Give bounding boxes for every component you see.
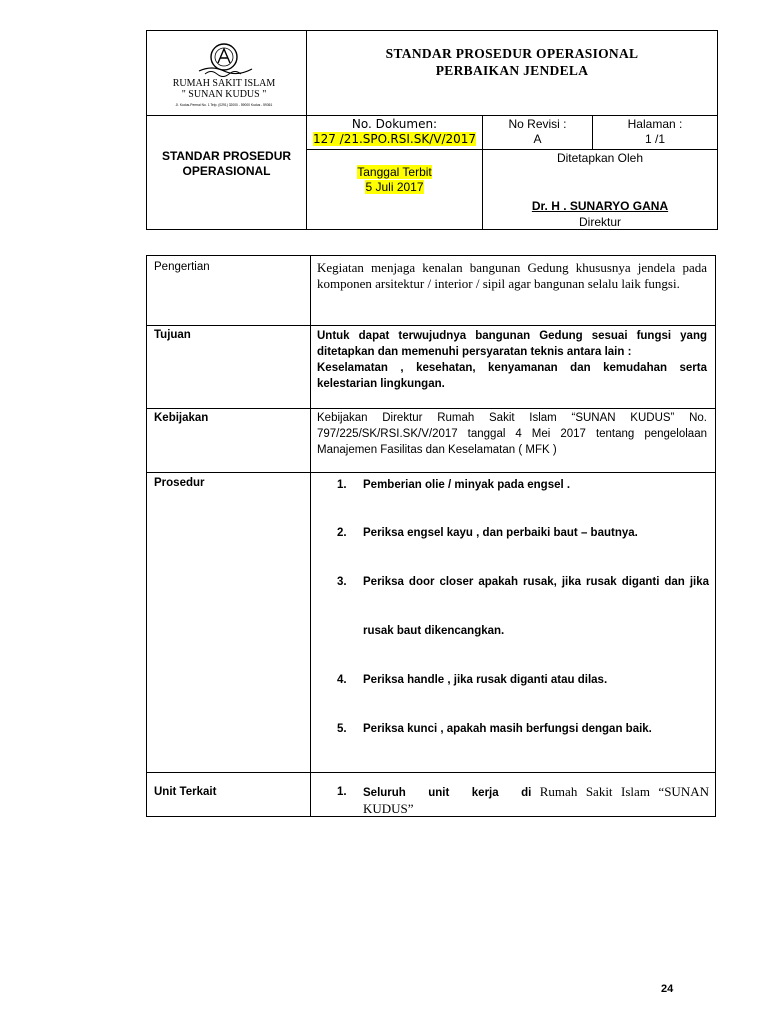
header-divider xyxy=(306,149,717,150)
svg-text:" SUNAN KUDUS ": " SUNAN KUDUS " xyxy=(181,89,267,100)
hospital-logo-icon xyxy=(157,41,292,111)
row-label-unit-terkait: Unit Terkait xyxy=(154,786,217,798)
page-value: 1 /1 xyxy=(644,132,665,146)
tujuan-text: Untuk dapat terwujudnya bangunan Gedung sesuai fungsi yang ditetapkan dan memenuhi persyaratan teknis antara lain : Keselamatan , kesehatan, kenyamanan dan kemudahan serta kelestarian lingkungan. xyxy=(317,330,707,390)
svg-text:RUMAH SAKIT ISLAM: RUMAH SAKIT ISLAM xyxy=(172,78,276,89)
title-line-2: PERBAIKAN JENDELA xyxy=(435,63,589,78)
document-title xyxy=(307,45,717,79)
director-title: Direktur xyxy=(578,215,621,229)
page-label: Halaman : xyxy=(627,117,683,131)
procedure-table: Pengertian Kegiatan menjaga kenalan bangunan Gedung khususnya jendela pada komponen arsitektur / interior / sipil agar bangunan selalu laik fungsi. Tujuan Untuk dapat terwujudnya bangunan Gedung sesuai fungsi yang ditetapkan dan memenuhi persyaratan teknis antara lain : Keselamatan , kesehatan, kenyamanan dan kemudahan serta kelestarian lingkungan. Kebijakan Kebijakan Direktur Rumah Sakit Islam “SUNAN KUDUS” No. 797/225/SK/RSI.SK/V/2017 tanggal 4 Mei 2017 tentang pengelolaan Manajemen Fasilitas dan Keselamatan ( MFK ) Prosedur 1. Pemberian olie / minyak pada engsel . 2. Periksa engsel kayu , dan perbaiki baut – bautnya. 3. Periksa door closer apakah rusak, jika rusak diganti dan jika rusak baut dikencangkan. 4. Periksa handle , jika rusak diganti atau dilas. 5. Periksa kunci , apakah masih berfungsi dengan baik. Unit Terkait 1. Seluruh unit kerja di Rumah Sakit Islam “SUNAN KUDUS” xyxy=(146,255,716,817)
header-table xyxy=(146,30,718,230)
header-divider xyxy=(147,115,717,116)
pengertian-text: Kegiatan menjaga kenalan bangunan Gedung khususnya jendela pada komponen arsitektur / interior / sipil agar bangunan selalu laik fungsi. xyxy=(317,260,707,291)
row-label-kebijakan: Kebijakan xyxy=(154,412,209,424)
doc-number-value: 127 /21.SPO.RSI.SK/V/2017 xyxy=(312,132,477,146)
row-divider xyxy=(147,408,715,409)
row-divider xyxy=(147,472,715,473)
revision-cell xyxy=(483,117,592,147)
row-label-pengertian: Pengertian xyxy=(154,261,210,273)
row-divider xyxy=(147,772,715,773)
set-by-label: Ditetapkan Oleh xyxy=(556,151,644,165)
revision-value: A xyxy=(533,132,542,146)
row-label-tujuan: Tujuan xyxy=(154,329,191,341)
unit-terkait-text: Seluruh unit kerja di Rumah Sakit Islam “SUNAN KUDUS” xyxy=(363,784,709,816)
kebijakan-text: Kebijakan Direktur Rumah Sakit Islam “SUNAN KUDUS” No. 797/225/SK/RSI.SK/V/2017 tanggal 4 Mei 2017 tentang pengelolaan Manajemen Fasilitas dan Keselamatan ( MFK ) xyxy=(317,412,707,456)
row-label-prosedur: Prosedur xyxy=(154,477,205,489)
revision-label: No Revisi : xyxy=(508,117,567,131)
column-divider xyxy=(310,256,311,816)
issued-value: 5 Juli 2017 xyxy=(365,180,424,194)
page-cell xyxy=(593,117,717,147)
hospital-logo xyxy=(157,41,292,111)
issued-label: Tanggal Terbit xyxy=(357,165,432,179)
issued-date-cell xyxy=(307,165,482,195)
sop-label: STANDAR PROSEDUR OPERASIONAL xyxy=(161,149,292,178)
director-name: Dr. H . SUNARYO GANA xyxy=(531,199,669,213)
row-divider xyxy=(147,325,715,326)
page-number: 24 xyxy=(661,983,674,995)
title-line-1: STANDAR PROSEDUR OPERASIONAL xyxy=(385,46,639,61)
doc-number-label: No. Dokumen: xyxy=(351,117,438,131)
doc-number-cell xyxy=(307,117,482,147)
svg-text:Jl. Kudus-Permai No. 1 Telp. (: Jl. Kudus-Permai No. 1 Telp. (0291) 32000 - 59000 Kudus - 59361 xyxy=(175,103,273,107)
